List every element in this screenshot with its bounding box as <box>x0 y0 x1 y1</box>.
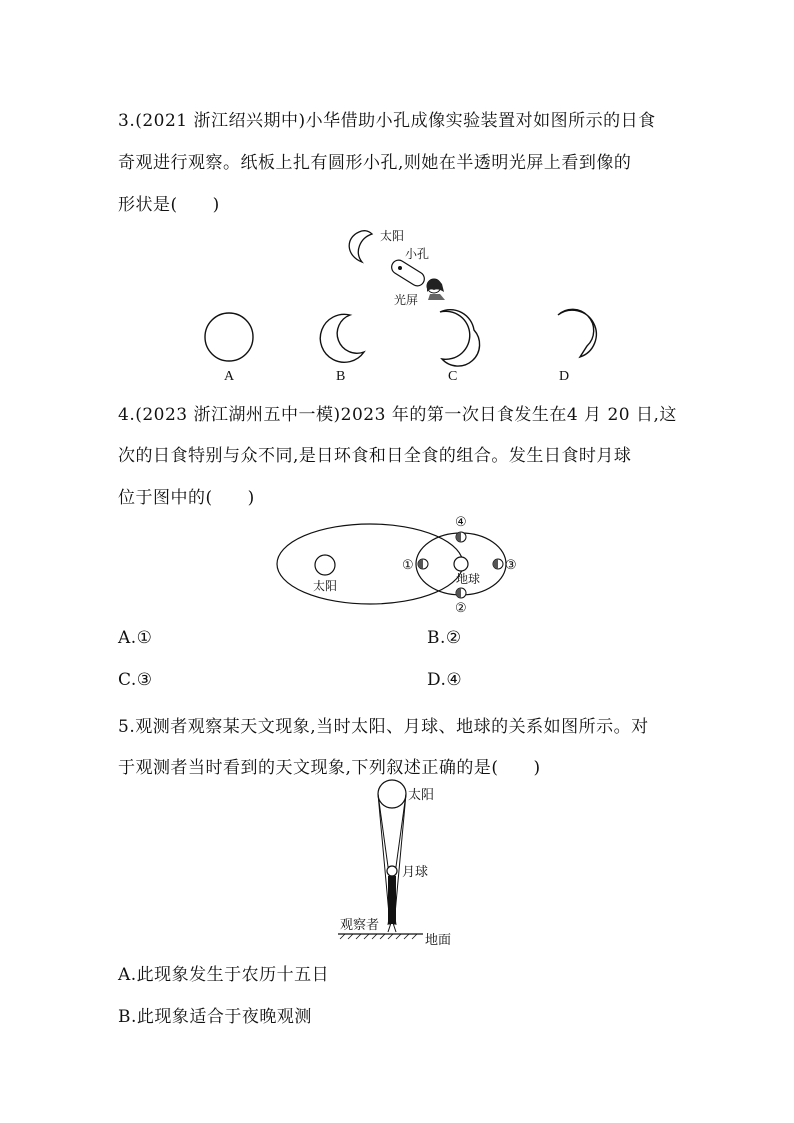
q4-choice-b[interactable]: B.② <box>427 628 462 648</box>
option-d-crescent-icon[interactable] <box>558 309 596 357</box>
q3-option-shapes <box>205 309 596 384</box>
q3-sun-label: 太阳 <box>380 229 405 243</box>
q3-setup-figure <box>349 228 445 307</box>
q5-sun-label: 太阳 <box>408 788 435 803</box>
q3-hole-label: 小孔 <box>405 247 430 261</box>
option-c-label: C <box>448 369 458 384</box>
q4-text-line-2: 次的日食特别与众不同,是日环食和日全食的组合。发生日食时月球 <box>118 446 632 466</box>
q4-choice-d[interactable]: D.④ <box>427 670 463 690</box>
option-c-crescent-icon[interactable] <box>440 310 480 366</box>
ground-hatch <box>340 934 417 939</box>
q3-screen-label: 光屏 <box>394 293 419 307</box>
moon-position-3[interactable] <box>493 559 503 569</box>
girl-observer-icon <box>427 279 445 300</box>
q4-text-line-1: 4.(2023 浙江湖州五中一模)2023 年的第一次日食发生在4 月 20 日,这 <box>118 405 677 425</box>
sun-circle-icon <box>378 780 406 808</box>
q5-observer-label: 观察者 <box>340 918 380 933</box>
pos1-label: ① <box>402 558 414 573</box>
option-b-label: B <box>336 369 346 384</box>
q5-eclipse-figure <box>338 780 451 948</box>
q3-text-line-1: 3.(2021 浙江绍兴期中)小华借助小孔成像实验装置对如图所示的日食 <box>118 111 656 131</box>
q4-text-line-3: 位于图中的( ) <box>118 488 255 508</box>
eclipsed-sun-icon <box>349 231 372 262</box>
q4-sun-label: 太阳 <box>313 579 338 593</box>
q5-choice-a[interactable]: A.此现象发生于农历十五日 <box>118 965 330 985</box>
earth-icon <box>454 557 468 571</box>
q3-text-line-3: 形状是( ) <box>118 195 220 215</box>
q4-earth-label: 地球 <box>456 572 481 586</box>
earth-orbit-ellipse <box>277 524 463 604</box>
q5-text-line-2: 于观测者当时看到的天文现象,下列叙述正确的是( ) <box>118 758 541 778</box>
pos2-label: ② <box>455 601 467 616</box>
moon-position-2[interactable] <box>456 588 466 598</box>
q5-text-line-1: 5.观测者观察某天文现象,当时太阳、月球、地球的关系如图所示。对 <box>118 717 649 737</box>
moon-position-1[interactable] <box>418 559 428 569</box>
pinhole-tube-icon <box>389 258 427 289</box>
q5-moon-label: 月球 <box>402 865 429 880</box>
q5-ground-label: 地面 <box>425 933 452 948</box>
option-d-label: D <box>559 369 570 384</box>
q4-choice-a[interactable]: A.① <box>118 628 153 648</box>
pos4-label: ④ <box>455 515 467 530</box>
q5-choice-b[interactable]: B.此现象适合于夜晚观测 <box>118 1007 312 1027</box>
pos3-label: ③ <box>505 558 517 573</box>
option-a-full-circle-icon[interactable] <box>205 313 253 361</box>
option-b-crescent-icon[interactable] <box>320 314 364 362</box>
moon-position-4[interactable] <box>456 532 466 542</box>
sun-icon <box>315 555 335 575</box>
option-a-label: A <box>224 369 235 384</box>
q3-text-line-2: 奇观进行观察。纸板上扎有圆形小孔,则她在半透明光屏上看到像的 <box>118 153 632 173</box>
q4-orbit-figure <box>277 515 517 616</box>
q4-choice-c[interactable]: C.③ <box>118 670 153 690</box>
moon-circle-icon <box>387 866 397 876</box>
